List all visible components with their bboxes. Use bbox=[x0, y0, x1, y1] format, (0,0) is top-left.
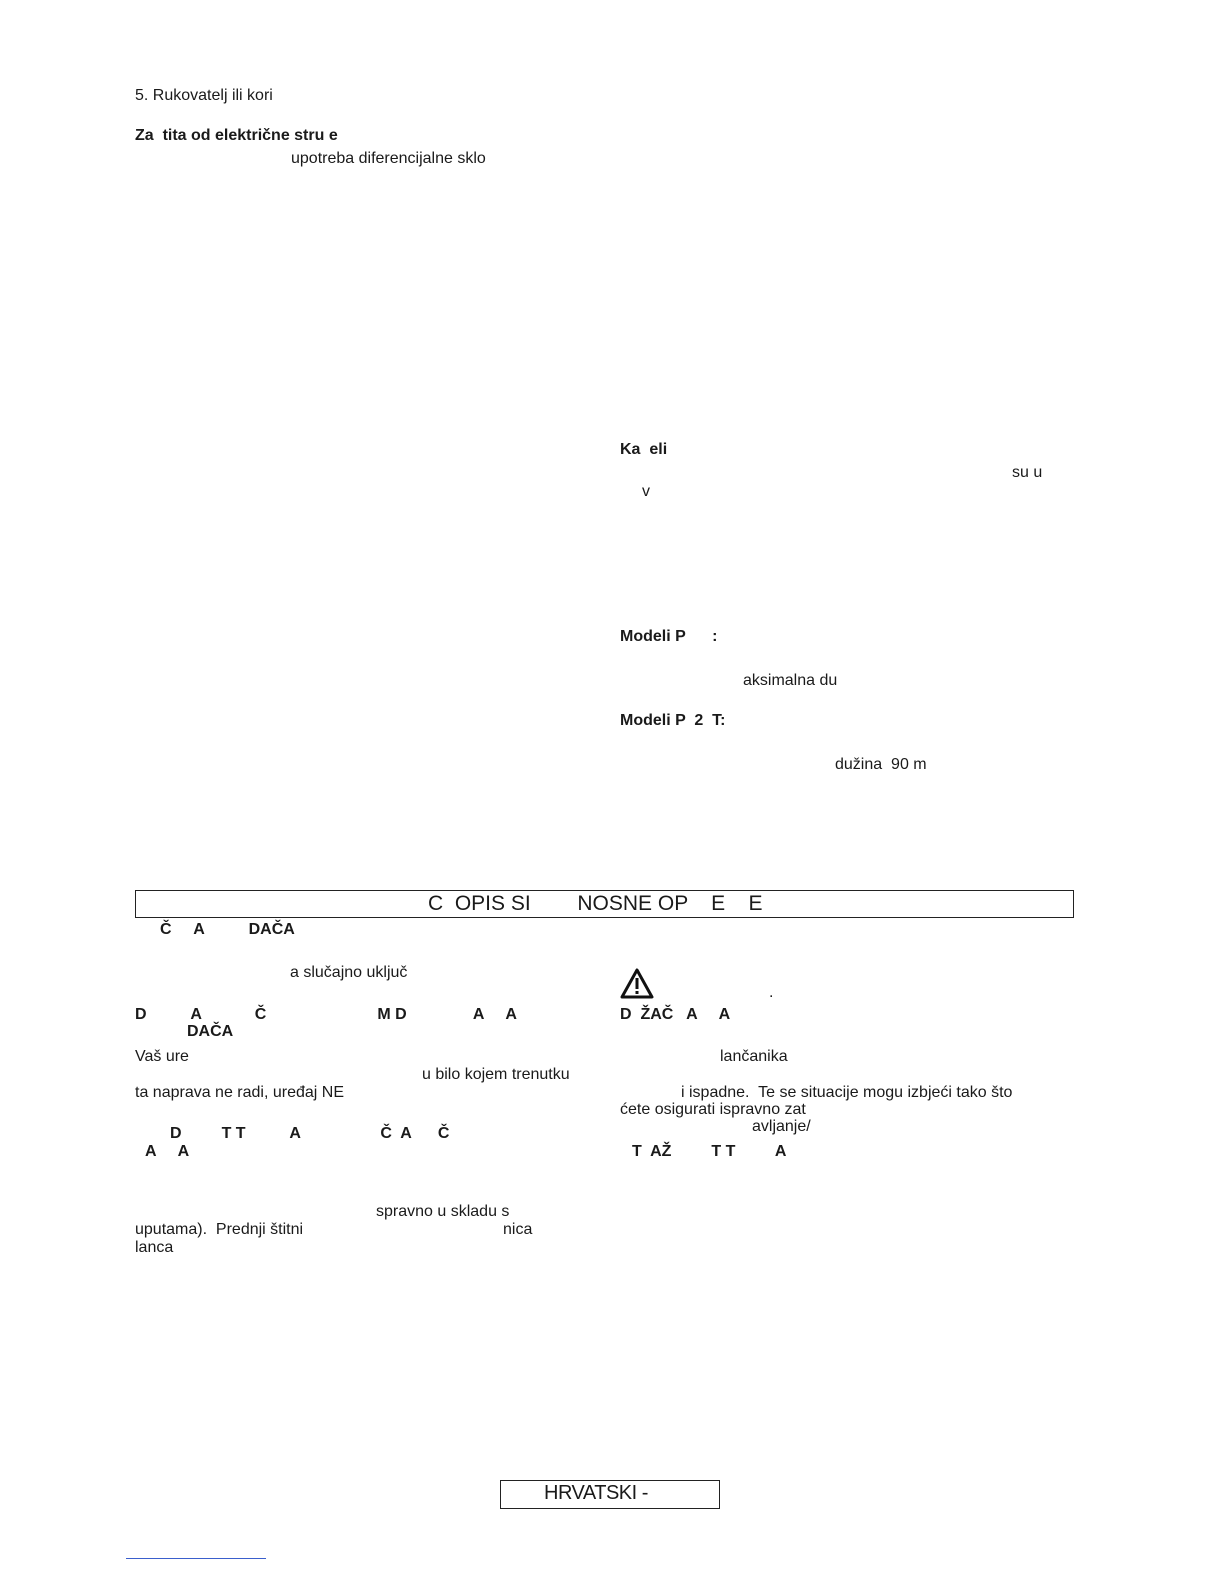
lower-left-p5b: nica bbox=[503, 1221, 533, 1238]
cables-heading: Ka eli bbox=[620, 441, 668, 458]
lower-left-heading-2a: D A Č M D A A bbox=[135, 1006, 517, 1023]
footer-language-box bbox=[500, 1480, 720, 1509]
lower-right-p1: lančanika bbox=[720, 1048, 788, 1065]
footer-language-label: HRVATSKI - bbox=[544, 1482, 648, 1504]
cables-text-b: v bbox=[642, 483, 650, 500]
lower-left-p4: spravno u skladu s bbox=[376, 1203, 510, 1220]
models-p-text: aksimalna du bbox=[743, 672, 838, 689]
lower-right-p2: i ispadne. Te se situacije mogu izbjeći tako što bbox=[681, 1084, 1013, 1101]
footer-link-underline bbox=[126, 1558, 266, 1559]
lower-left-p5a: uputama). Prednji štitni bbox=[135, 1221, 304, 1238]
lower-left-p3: ta naprava ne radi, uređaj NE bbox=[135, 1084, 345, 1101]
models-p-heading: Modeli P : bbox=[620, 628, 718, 645]
lower-right-heading-2: T AŽ T T A bbox=[632, 1143, 787, 1160]
section-header-box bbox=[135, 890, 1074, 918]
lower-left-p6: lanca bbox=[135, 1239, 174, 1256]
warning-dot: . bbox=[769, 984, 774, 1001]
electric-shock-text: upotreba diferencijalne sklo bbox=[291, 150, 486, 167]
models-p2t-heading: Modeli P 2 T: bbox=[620, 712, 726, 729]
lower-left-heading-1: Č A DAČA bbox=[160, 921, 295, 938]
electric-shock-heading: Za tita od električne stru e bbox=[135, 127, 338, 144]
lower-right-heading-1: D ŽAČ A A bbox=[620, 1006, 731, 1023]
lower-left-p1: Vaš ure bbox=[135, 1048, 189, 1065]
lower-left-heading-3a: D T T A Č A Č bbox=[170, 1125, 450, 1142]
section-title: C OPIS SI NOSNE OP E E bbox=[428, 892, 763, 915]
lower-left-heading-3b: A A bbox=[145, 1143, 190, 1160]
lower-right-p4: avljanje/ bbox=[752, 1118, 811, 1135]
lower-left-heading-2b: DAČA bbox=[187, 1023, 234, 1040]
models-p2t-text: dužina 90 m bbox=[835, 756, 927, 773]
item-5-text: 5. Rukovatelj ili kori bbox=[135, 87, 273, 104]
cables-text-a: su u bbox=[1012, 464, 1043, 481]
warning-icon bbox=[620, 968, 654, 1000]
lower-right-p3: ćete osigurati ispravno zat bbox=[620, 1101, 806, 1118]
lower-left-p2: u bilo kojem trenutku bbox=[422, 1066, 570, 1083]
lower-left-line-1: a slučajno uključ bbox=[290, 964, 408, 981]
